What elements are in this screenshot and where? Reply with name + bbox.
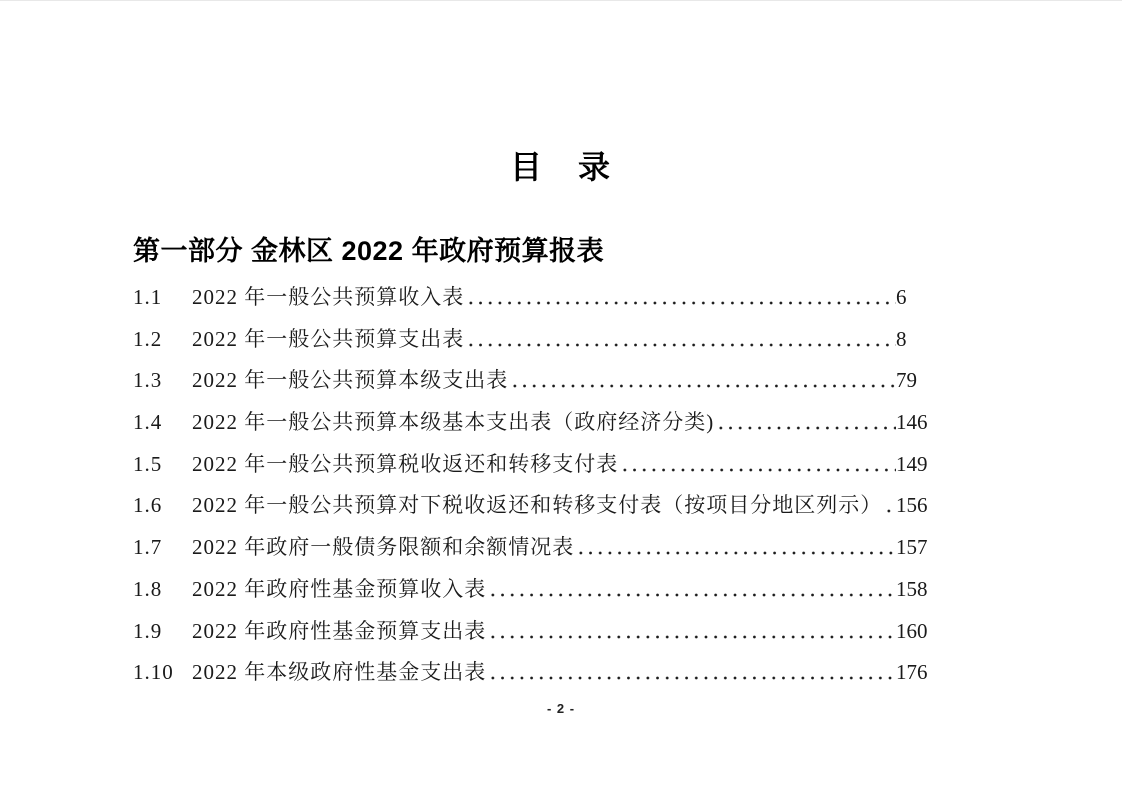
toc-entry-title: 2022 年一般公共预算税收返还和转移支付表 [192,451,619,476]
toc-entry [133,492,938,534]
toc-entry-title: 2022 年一般公共预算收入表 [192,285,465,309]
toc-entry [133,284,938,326]
toc-entry-number: 1.10 [133,660,174,685]
toc-entry-title: 2022 年政府性基金预算支出表 [192,618,487,643]
dot-leader [510,367,896,393]
toc-entry-page-number: 160 [896,618,928,643]
dot-leader [488,618,896,644]
toc-entry [133,367,938,409]
toc-entry-title: 2022 年一般公共预算本级支出表 [192,368,509,393]
toc-entry-number: 1.4 [133,410,163,435]
toc-entry-title: 2022 年一般公共预算本级基本支出表（政府经济分类) [192,410,715,435]
toc-entry-number: 1.7 [133,535,163,560]
toc-entry-page-number: 149 [896,451,928,476]
toc-entry-page-number: 8 [896,326,907,351]
toc-entry-page-number: 6 [896,285,907,309]
toc-list [133,284,938,701]
toc-entry-number: 1.5 [133,451,163,476]
toc-entry-number: 1.2 [133,326,163,351]
toc-entry [133,534,938,576]
toc-entry [133,451,938,493]
toc-entry-number: 1.1 [133,285,163,309]
toc-entry-title: 2022 年本级政府性基金支出表 [192,660,487,685]
dot-leader [620,451,896,477]
dot-leader [488,659,896,685]
toc-entry [133,409,938,451]
section-heading: 第一部分 金林区 2022 年政府预算报表 [133,236,605,266]
toc-entry-page-number: 146 [896,410,928,435]
toc-entry-title: 2022 年一般公共预算对下税收返还和转移支付表（按项目分地区列示） [192,493,883,518]
page-number-footer: - 2 - [546,700,576,716]
toc-entry-number: 1.6 [133,493,163,518]
dot-leader [488,576,896,602]
toc-entry [133,659,938,701]
toc-entry-number: 1.3 [133,368,163,393]
toc-entry-page-number: 79 [896,368,917,393]
toc-entry-page-number: 176 [896,660,928,685]
dot-leader [884,492,896,518]
toc-entry-page-number: 158 [896,576,928,601]
dot-leader [466,284,896,310]
dot-leader [576,534,896,560]
toc-entry-page-number: 156 [896,493,928,518]
dot-leader [466,326,896,352]
toc-entry-number: 1.9 [133,618,163,643]
toc-entry-title: 2022 年政府一般债务限额和余额情况表 [192,535,575,560]
toc-entry [133,618,938,660]
toc-entry-page-number: 157 [896,535,928,560]
toc-entry [133,326,938,368]
page-title: 目 录 [509,149,612,185]
toc-entry-title: 2022 年政府性基金预算收入表 [192,576,487,601]
dot-leader [716,409,896,435]
toc-entry-number: 1.8 [133,576,163,601]
toc-entry [133,576,938,618]
toc-entry-title: 2022 年一般公共预算支出表 [192,326,465,351]
